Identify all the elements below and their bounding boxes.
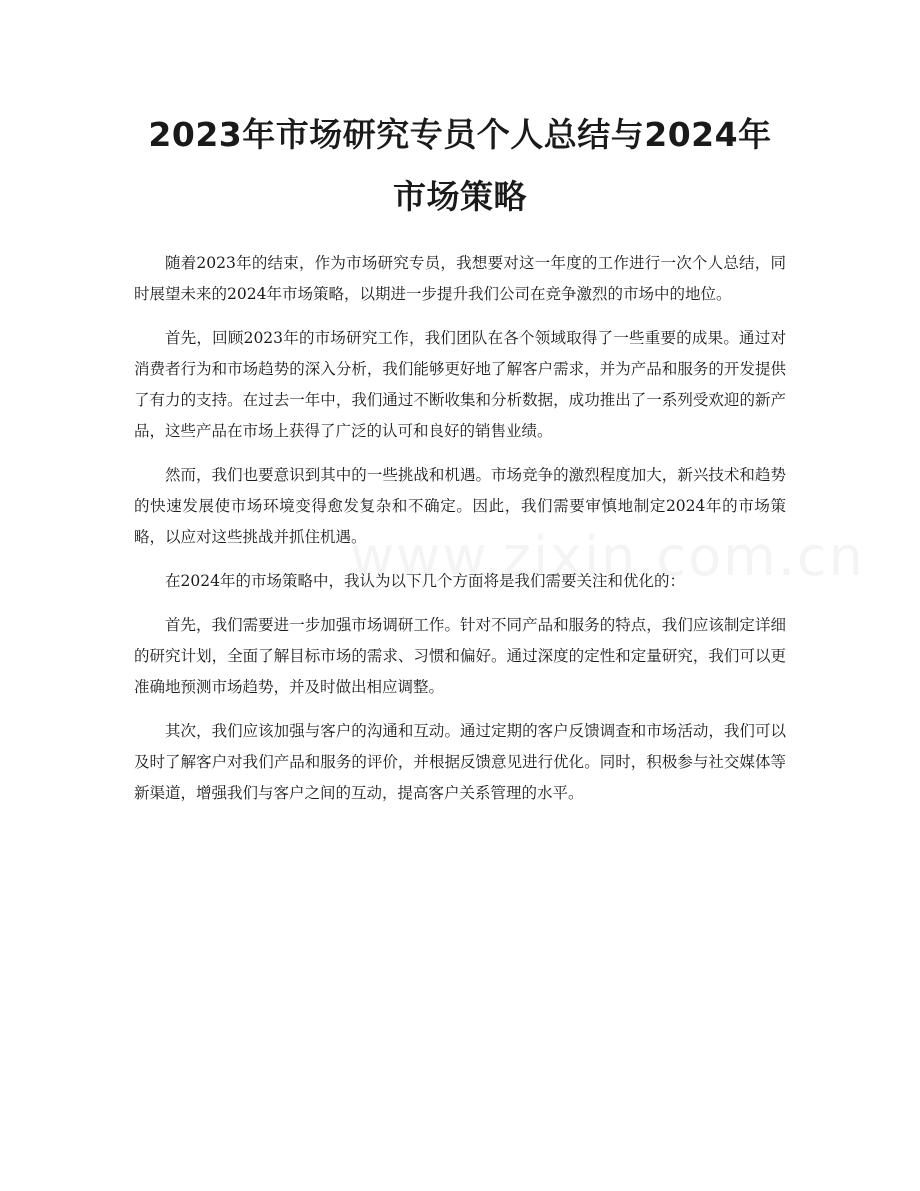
paragraph-challenges: 然而，我们也要意识到其中的一些挑战和机遇。市场竞争的激烈程度加大，新兴技术和趋势的快速发展使市场环境变得愈发复杂和不确定。因此，我们需要审慎地制定2024年的市场策略，以应对这些挑战并抓住机遇。 [134, 466, 786, 546]
paragraph-strategy-intro: 在2024年的市场策略中，我认为以下几个方面将是我们需要关注和优化的： [165, 572, 685, 590]
document-body [134, 248, 786, 822]
paragraph-intro: 随着2023年的结束，作为市场研究专员，我想要对这一年度的工作进行一次个人总结，同时展望未来的2024年市场策略，以期进一步提升我们公司在竞争激烈的市场中的地位。 [134, 254, 786, 303]
paragraph-market-research: 首先，我们需要进一步加强市场调研工作。针对不同产品和服务的特点，我们应该制定详细的研究计划，全面了解目标市场的需求、习惯和偏好。通过深度的定性和定量研究，我们可以更准确地预测市场趋势，并及时做出相应调整。 [134, 616, 786, 696]
document-title: 2023年市场研究专员个人总结与2024年市场策略 [148, 115, 772, 216]
paragraph-review-2023: 首先，回顾2023年的市场研究工作，我们团队在各个领域取得了一些重要的成果。通过对消费者行为和市场趋势的深入分析，我们能够更好地了解客户需求，并为产品和服务的开发提供了有力的支持。在过去一年中，我们通过不断收集和分析数据，成功推出了一系列受欢迎的新产品，这些产品在市场上获得了广泛的认可和良好的销售业绩。 [134, 329, 786, 440]
paragraph-customer-interaction: 其次，我们应该加强与客户的沟通和互动。通过定期的客户反馈调查和市场活动，我们可以及时了解客户对我们产品和服务的评价，并根据反馈意见进行优化。同时，积极参与社交媒体等新渠道，增强我们与客户之间的互动，提高客户关系管理的水平。 [134, 722, 786, 802]
